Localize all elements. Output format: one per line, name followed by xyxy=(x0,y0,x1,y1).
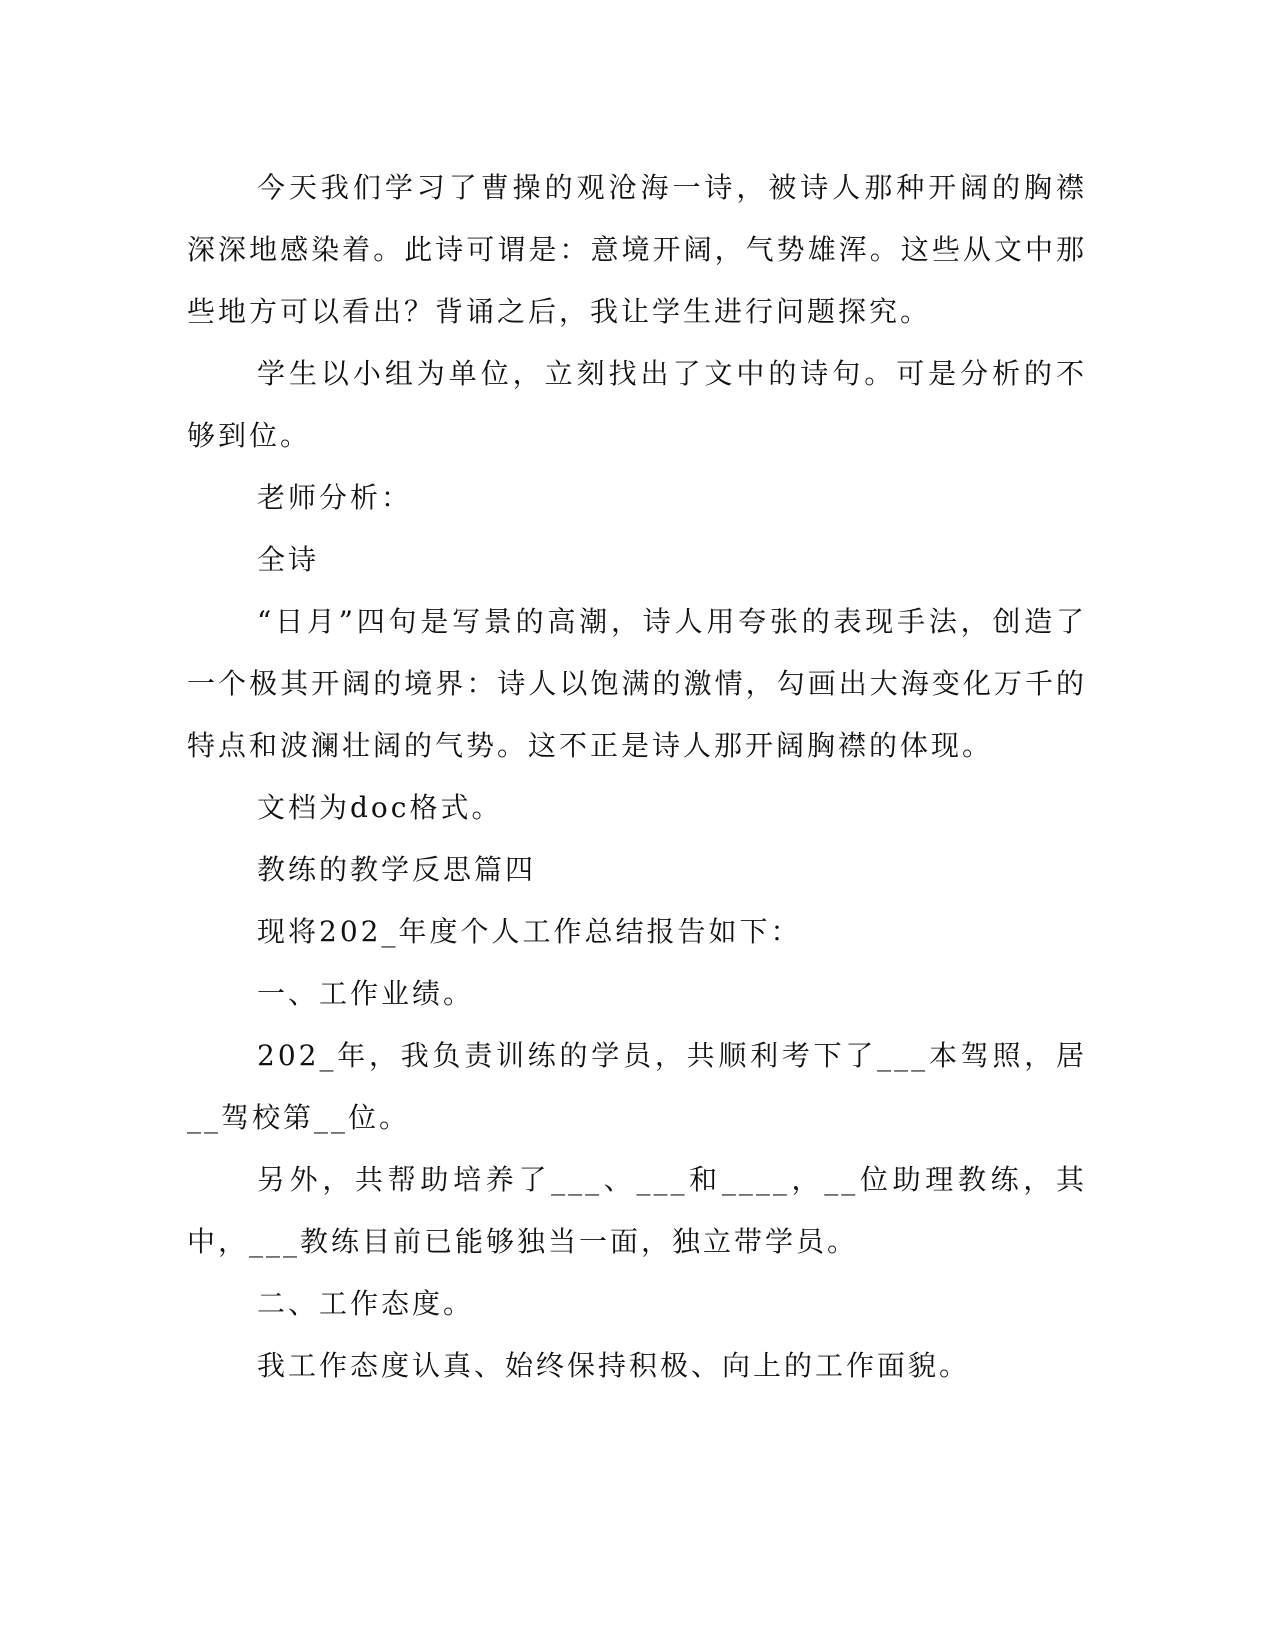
section-heading: 二、工作态度。 xyxy=(257,1287,475,1320)
paragraph: 另外，共帮助培养了___、___和____，__位助理教练，其中，___教练目前已能够独当一面，独立带学员。 xyxy=(187,1163,1087,1258)
paragraph: 现将202_年度个人工作总结报告如下： xyxy=(257,915,802,948)
paragraph: 学生以小组为单位，立刻找出了文中的诗句。可是分析的不够到位。 xyxy=(187,357,1087,452)
paragraph: 202_年，我负责训练的学员，共顺利考下了___本驾照，居__驾校第__位。 xyxy=(187,1039,1087,1134)
paragraph: “日月”四句是写景的高潮，诗人用夸张的表现手法，创造了一个极其开阔的境界：诗人以饱满的激情，勾画出大海变化万千的特点和波澜壮阔的气势。这不正是诗人那开阔胸襟的体现。 xyxy=(187,605,1087,762)
section-heading: 教练的教学反思篇四 xyxy=(257,853,537,886)
paragraph: 全诗 xyxy=(257,543,320,576)
paragraph: 文档为doc格式。 xyxy=(257,791,503,824)
section-heading: 一、工作业绩。 xyxy=(257,977,475,1010)
paragraph: 我工作态度认真、始终保持积极、向上的工作面貌。 xyxy=(257,1349,971,1382)
paragraph: 今天我们学习了曹操的观沧海一诗，被诗人那种开阔的胸襟深深地感染着。此诗可谓是：意境开阔，气势雄浑。这些从文中那些地方可以看出？背诵之后，我让学生进行问题探究。 xyxy=(187,171,1087,328)
paragraph: 老师分析： xyxy=(257,481,413,514)
document-body xyxy=(187,157,1087,1397)
